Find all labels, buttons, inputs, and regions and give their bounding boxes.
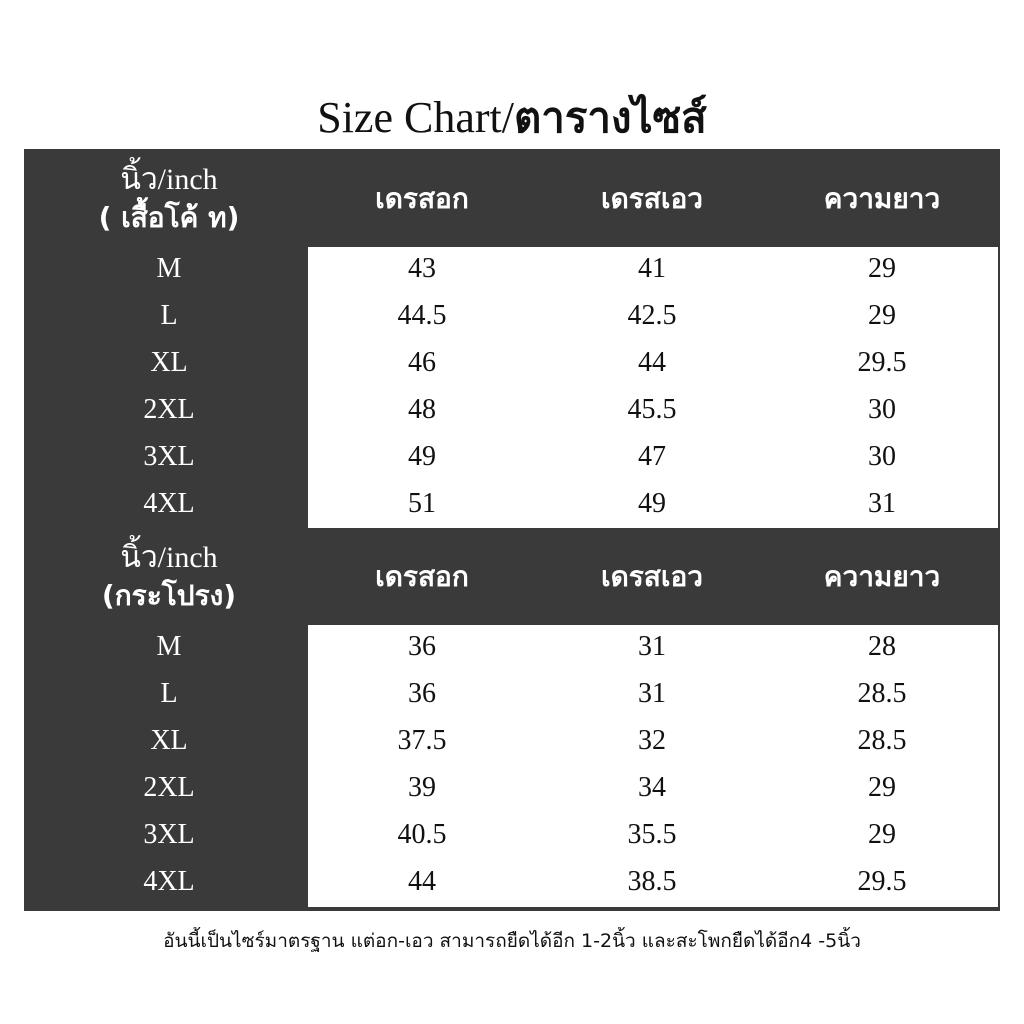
length-cell: 29.5 xyxy=(857,866,907,897)
waist-cell: 31 xyxy=(638,678,666,709)
waist-cell: 42.5 xyxy=(627,300,677,331)
chest-cell: 36 xyxy=(408,631,436,662)
size-cell: 4XL xyxy=(143,488,195,519)
length-cell: 29.5 xyxy=(857,347,907,378)
table-row xyxy=(24,623,1000,670)
chest-cell: 48 xyxy=(408,394,436,425)
waist-cell: 49 xyxy=(638,488,666,519)
chest-cell: 44.5 xyxy=(397,300,447,331)
waist-cell: 45.5 xyxy=(627,394,677,425)
table-row xyxy=(24,245,1000,292)
size-cell: M xyxy=(156,253,182,284)
length-cell: 30 xyxy=(868,394,896,425)
size-cell: 2XL xyxy=(143,772,195,803)
shirt-col-length: ความยาว xyxy=(823,182,941,215)
size-cell: 3XL xyxy=(143,441,195,472)
size-cell: M xyxy=(156,631,182,662)
table-row xyxy=(24,670,1000,717)
shirt-col-waist: เดรสเอว xyxy=(601,182,703,215)
waist-cell: 44 xyxy=(638,347,666,378)
table-row xyxy=(24,433,1000,480)
title-latin: Size Chart/ xyxy=(317,93,514,142)
table-row xyxy=(24,292,1000,339)
waist-cell: 31 xyxy=(638,631,666,662)
waist-cell: 34 xyxy=(638,772,666,803)
size-cell: 4XL xyxy=(143,866,195,897)
chest-cell: 36 xyxy=(408,678,436,709)
skirt-col-chest: เดรสอก xyxy=(375,560,469,593)
size-cell: L xyxy=(160,678,178,709)
footnote: อันนี้เป็นไซร์มาตรฐาน แต่อก-เอว สามารถยืดได้อีก 1-2นิ้ว และสะโพกยืดได้อีก4 -5นิ้ว xyxy=(163,930,861,952)
table-row xyxy=(24,858,1000,905)
length-cell: 28.5 xyxy=(857,678,907,709)
size-cell: 3XL xyxy=(143,819,195,850)
length-cell: 31 xyxy=(868,488,896,519)
length-cell: 28 xyxy=(868,631,896,662)
waist-cell: 35.5 xyxy=(627,819,677,850)
skirt-header-label xyxy=(24,539,314,615)
skirt-header-unit: นิ้ว/inch xyxy=(120,541,218,574)
length-cell: 28.5 xyxy=(857,725,907,756)
title-thai: ตารางไซส์ xyxy=(513,93,707,142)
table-row xyxy=(24,811,1000,858)
chest-cell: 46 xyxy=(408,347,436,378)
size-cell: 2XL xyxy=(143,394,195,425)
waist-cell: 32 xyxy=(638,725,666,756)
length-cell: 29 xyxy=(868,819,896,850)
chest-cell: 43 xyxy=(408,253,436,284)
waist-cell: 41 xyxy=(638,253,666,284)
table-row xyxy=(24,764,1000,811)
size-chart-table xyxy=(24,149,1000,911)
shirt-table-header xyxy=(24,151,1000,247)
skirt-header-type: (กระโปรง) xyxy=(101,579,237,612)
size-cell: L xyxy=(160,300,178,331)
table-row xyxy=(24,717,1000,764)
waist-cell: 47 xyxy=(638,441,666,472)
page-title xyxy=(0,88,1024,148)
length-cell: 29 xyxy=(868,300,896,331)
skirt-col-length: ความยาว xyxy=(823,560,941,593)
chest-cell: 44 xyxy=(408,866,436,897)
length-cell: 29 xyxy=(868,772,896,803)
table-row xyxy=(24,480,1000,527)
shirt-col-chest: เดรสอก xyxy=(375,182,469,215)
chest-cell: 37.5 xyxy=(397,725,447,756)
table-row xyxy=(24,386,1000,433)
chest-cell: 40.5 xyxy=(397,819,447,850)
skirt-table-header xyxy=(24,529,1000,625)
shirt-header-label xyxy=(24,161,314,237)
table-row xyxy=(24,339,1000,386)
shirt-header-unit: นิ้ว/inch xyxy=(120,163,218,196)
waist-cell: 38.5 xyxy=(627,866,677,897)
length-cell: 29 xyxy=(868,253,896,284)
chest-cell: 39 xyxy=(408,772,436,803)
skirt-col-waist: เดรสเอว xyxy=(601,560,703,593)
size-cell: XL xyxy=(150,347,188,378)
shirt-header-type: ( เสื้อโค้ ท) xyxy=(98,201,240,234)
chest-cell: 51 xyxy=(408,488,436,519)
length-cell: 30 xyxy=(868,441,896,472)
size-cell: XL xyxy=(150,725,188,756)
chest-cell: 49 xyxy=(408,441,436,472)
